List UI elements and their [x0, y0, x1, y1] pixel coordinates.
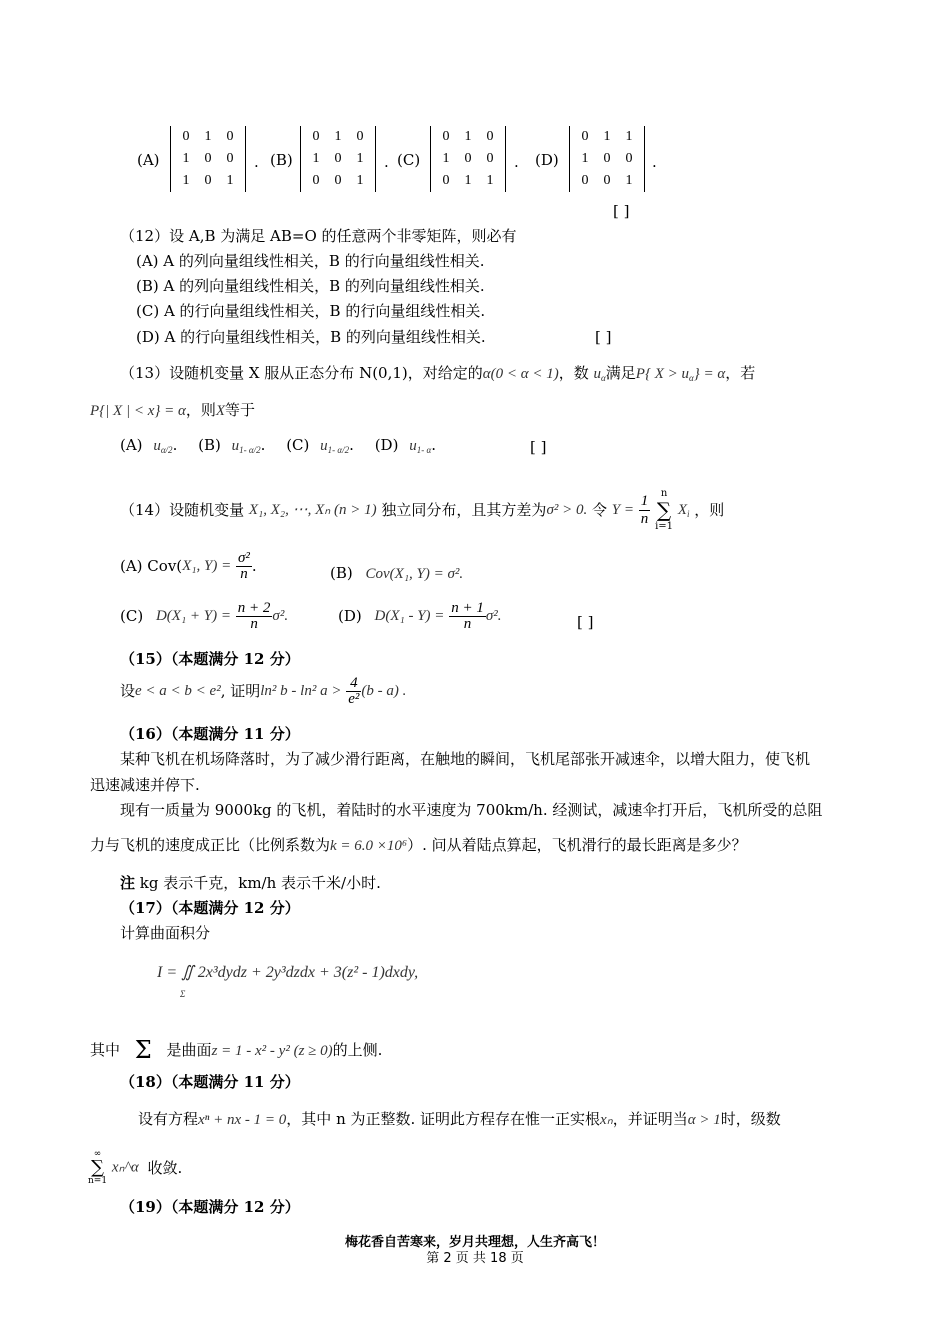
- page-number: 第 2 页 共 18 页: [426, 1251, 524, 1266]
- q14-option-a: (A) Cov(X₁, Y) = $\frac{\text{σ²}}{n}$ .: [120, 550, 257, 582]
- q14-option-d: (D) D(X₁ - Y) = $\frac{n + 1}{n}$ σ².: [338, 600, 502, 632]
- footer-motto: 梅花香自苦寒来，岁月共理想，人生齐高飞！: [344, 1235, 605, 1250]
- q18-stem: 设有方程xⁿ + nx - 1 = 0，其中 n 为正整数. 证明此方程存在惟一正实根xₙ，并证明当α > 1时，级数: [138, 1110, 781, 1128]
- q12-option-d: (D) A 的行向量组线性相关，B 的列向量组线性相关.: [136, 328, 486, 346]
- q18-series: ∞ ∑ n=1 xₙ^α 收敛.: [88, 1149, 183, 1186]
- q14-stem: （14）设随机变量 X₁, X₂, ⋯, Xₙ (n > 1) 独立同分布，且其方差为σ² > 0. 令 Y = $\frac{1}{n}$ n ∑ i=1 $X_i$ ，则: [120, 488, 725, 532]
- q12-option-a: (A) A 的列向量组线性相关，B 的行向量组线性相关.: [136, 252, 485, 270]
- q16-para1-line2: 迅速减速并停下.: [90, 776, 200, 794]
- q14-answer-bracket: [ ]: [577, 613, 594, 631]
- q11-answer-bracket: [ ]: [613, 202, 630, 220]
- q16-k-value: k = 6.0 ×10⁶: [330, 838, 408, 854]
- q13-prob-u: P{ X > u: [635, 366, 689, 382]
- q14-option-b: (B) Cov(X₁, Y) = σ².: [330, 564, 464, 582]
- q13-stem-line1: （13）设随机变量 X 服从正态分布 N(0,1)，对给定的α(0 < α < 1)，数 $u_\alpha$满足P{ $X > u_\alpha\} = \alpha$，若: [120, 364, 756, 383]
- sigma-symbol: Σ: [134, 1036, 152, 1064]
- q11-dot-a: .: [254, 153, 259, 171]
- q13-options: (A) $u_{\alpha/2}$. (B) $u_{1- \alpha/2}$. (C) $u_{1- \alpha/2}$. (D) $u_{1- \alpha}$.: [120, 436, 436, 455]
- q15-title: （15）（本题满分 12 分）: [120, 650, 300, 668]
- q13-answer-bracket: [ ]: [530, 438, 547, 456]
- q11-dot-b: .: [384, 153, 389, 171]
- q13-stem-line2: P{| X | < x} = α，则X等于: [90, 401, 256, 419]
- q19-title: （19）（本题满分 12 分）: [120, 1198, 300, 1216]
- q18-equation: xⁿ + nx - 1 = 0: [198, 1112, 287, 1128]
- q12-option-b: (B) A 的列向量组线性相关，B 的列向量组线性相关.: [136, 277, 485, 295]
- q17-text: 计算曲面积分: [120, 924, 211, 942]
- q15-body: 设e < a < b < e², 证明ln² b - ln² a > $\frac{4}{\text{e²}}$ (b - a) .: [120, 675, 407, 707]
- q12-option-c: (C) A 的行向量组线性相关，B 的行向量组线性相关.: [136, 302, 486, 320]
- q11-label-b: (B): [270, 151, 293, 169]
- q17-title: （17）（本题满分 12 分）: [120, 899, 300, 917]
- q14-option-c: (C) D(X₁ + Y) = $\frac{n + 2}{n}$ σ².: [120, 600, 289, 632]
- q13-alpha-condition: α(0 < α < 1): [482, 366, 559, 382]
- q14-sum: n ∑ i=1: [655, 488, 674, 532]
- q11-label-a: (A): [137, 151, 160, 169]
- q16-para2-line1: 现有一质量为 9000kg 的飞机，着陆时的水平速度为 700km/h. 经测试，减速伞打开后，飞机所受的总阻: [120, 801, 823, 819]
- q13-prob-x: P{| X | < x} = α: [90, 403, 186, 419]
- q12-stem: （12）设 A,B 为满足 AB=O 的任意两个非零矩阵，则必有: [120, 227, 517, 245]
- q12-answer-bracket: [ ]: [595, 328, 612, 346]
- q11-matrix-a: 0 1 0 1 0 0 1 0 1: [170, 126, 246, 192]
- q17-surface: z = 1 - x² - y² (z ≥ 0): [211, 1043, 333, 1059]
- q11-label-d: (D): [535, 151, 559, 169]
- q17-where: 其中 Σ 是曲面z = 1 - x² - y² (z ≥ 0)的上侧.: [90, 1036, 383, 1064]
- q11-matrix-b: 0 1 0 1 0 1 0 0 1: [300, 126, 376, 192]
- q16-para1-line1: 某种飞机在机场降落时，为了减少滑行距离，在触地的瞬间，飞机尾部张开减速伞，以增大阻力，使飞机: [120, 750, 811, 768]
- q16-title: （16）（本题满分 11 分）: [120, 725, 300, 743]
- q11-matrix-c: 0 1 0 1 0 0 0 1 1: [430, 126, 506, 192]
- q16-para2-line2: 力与飞机的速度成正比（比例系数为k = 6.0 ×10⁶）. 问从着陆点算起，飞机滑行的最长距离是多少？: [90, 836, 747, 854]
- q16-note: 注 kg 表示千克，km/h 表示千米/小时.: [120, 874, 381, 892]
- q11-label-c: (C): [397, 151, 421, 169]
- q18-title: （18）（本题满分 11 分）: [120, 1073, 300, 1091]
- q11-dot-d: .: [652, 153, 657, 171]
- q17-integral-sub: Σ: [180, 989, 186, 999]
- q11-matrix-d: 0 1 1 1 0 0 0 0 1: [569, 126, 645, 192]
- q17-integral: I = ∬ 2x³dydz + 2y³dzdx + 3(z² - 1)dxdy,: [157, 964, 419, 981]
- q11-dot-c: .: [514, 153, 519, 171]
